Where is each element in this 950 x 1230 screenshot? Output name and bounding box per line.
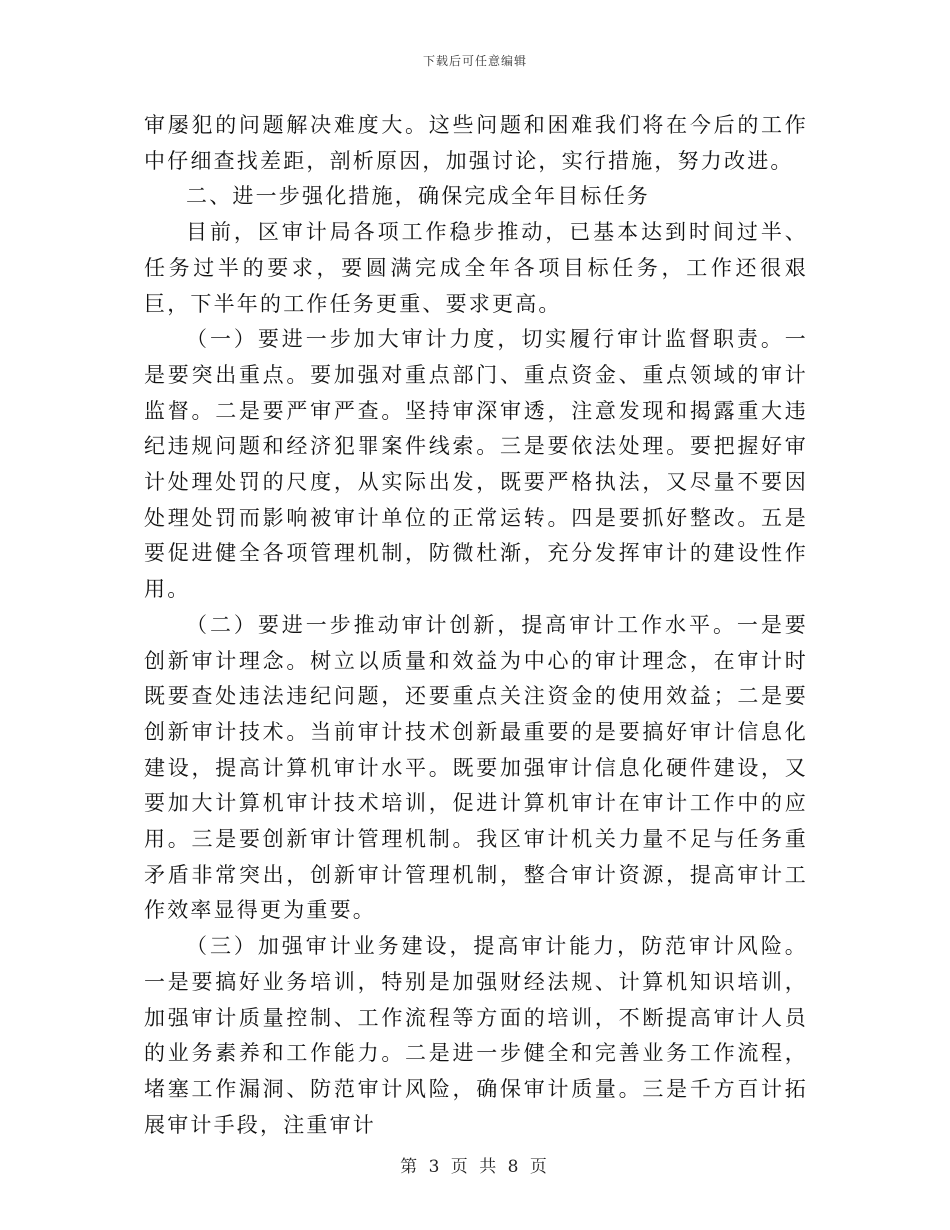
paragraph-item-2: （二）要进一步推动审计创新，提高审计工作水平。一是要创新审计理念。树立以质量和效益为中心的审计理念，在审计时既要查处违法违纪问题，还要重点关注资金的使用效益；二是要创新审计技术。当前审计技术创新最重要的是要搞好审计信息化建设，提高计算机审计水平。既要加强审计信息化硬件建设，又要加大计算机审计技术培训，促进计算机审计在审计工作中的应用。三是要创新审计管理机制。我区审计机关力量不足与任务重矛盾非常突出，创新审计管理机制，整合审计资源，提高审计工作效率显得更为重要。 [144, 612, 808, 923]
page-header: 下载后可任意编辑 [422, 54, 527, 68]
paragraph-continuation: 审屡犯的问题解决难度大。这些问题和困难我们将在今后的工作中仔细查找差距，剖析原因，加强讨论，实行措施，努力改进。 [144, 113, 808, 173]
paragraph-item-3: （三）加强审计业务建设，提高审计能力，防范审计风险。一是要搞好业务培训，特别是加强财经法规、计算机知识培训，加强审计质量控制、工作流程等方面的培训，不断提高审计人员的业务素养和工作能力。二是进一步健全和完善业务工作流程，堵塞工作漏洞、防范审计风险，确保审计质量。三是千方百计拓展审计手段，注重审计 [144, 934, 808, 1137]
section-heading: 二、进一步强化措施，确保完成全年目标任务 [186, 184, 650, 209]
document-body [144, 108, 808, 1143]
paragraph-item-1: （一）要进一步加大审计力度，切实履行审计监督职责。一是要突出重点。要加强对重点部门、重点资金、重点领域的审计监督。二是要严审严查。坚持审深审透，注意发现和揭露重大违纪违规问题和经济犯罪案件线索。三是要依法处理。要把握好审计处理处罚的尺度，从实际出发，既要严格执法，又尽量不要因处理处罚而影响被审计单位的正常运转。四是要抓好整改。五是要促进健全各项管理机制，防微杜渐，充分发挥审计的建设性作用。 [144, 327, 808, 602]
paragraph-intro: 目前，区审计局各项工作稳步推动，已基本达到时间过半、任务过半的要求，要圆满完成全年各项目标任务，工作还很艰巨，下半年的工作任务更重、要求更高。 [144, 220, 808, 316]
page-number: 第 3 页 共 8 页 [400, 1157, 550, 1177]
